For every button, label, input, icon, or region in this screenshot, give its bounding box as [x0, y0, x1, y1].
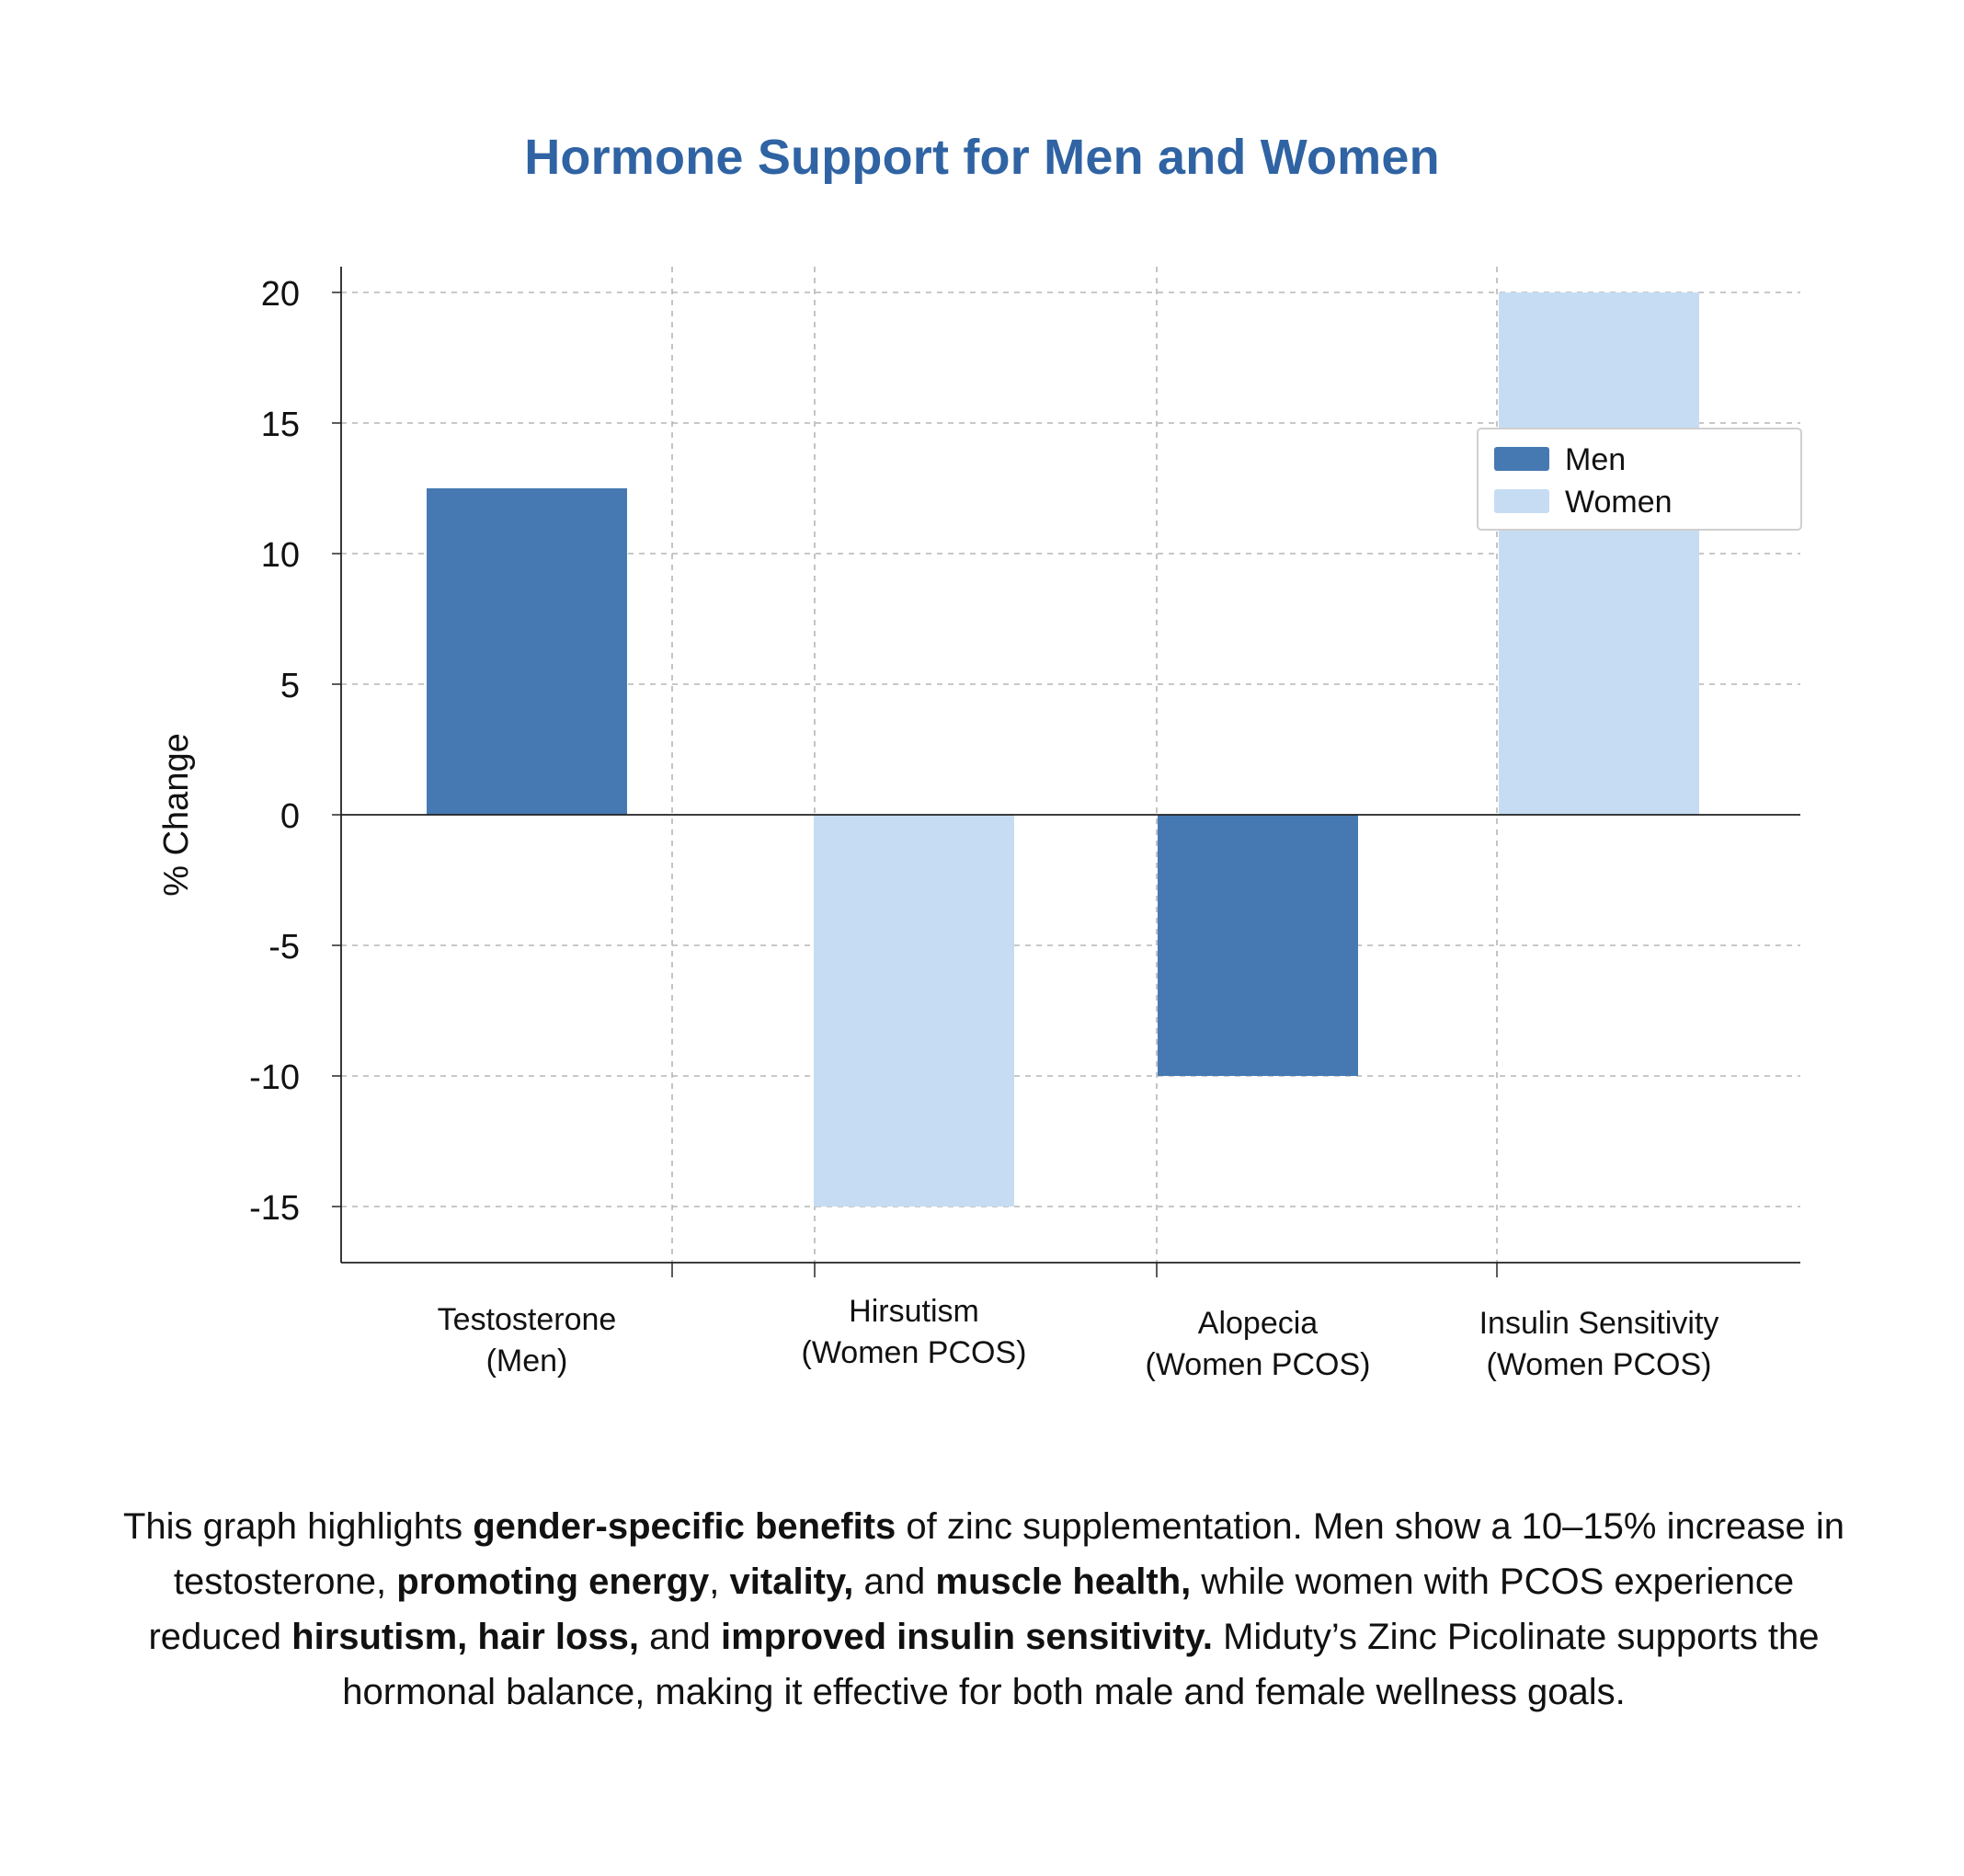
x-tick-label — [438, 1302, 617, 1378]
caption-text: and — [639, 1617, 721, 1657]
caption-text: , — [709, 1561, 730, 1602]
caption-emphasis: promoting energy — [396, 1561, 710, 1602]
caption-emphasis: improved insulin sensitivity. — [721, 1617, 1213, 1657]
bar-women — [1499, 292, 1699, 815]
y-tick-label: 0 — [280, 797, 300, 836]
legend-label-women: Women — [1565, 485, 1673, 520]
caption-emphasis: gender-specific benefits — [473, 1506, 896, 1547]
y-tick-label: 5 — [280, 667, 300, 705]
y-tick-label: 20 — [260, 275, 300, 314]
y-tick-label: 10 — [260, 536, 300, 575]
chart-caption — [120, 1499, 1848, 1720]
y-tick-labels — [249, 275, 300, 1228]
bar-men — [427, 488, 627, 815]
x-tick-label — [1146, 1306, 1371, 1382]
y-tick-label: -10 — [249, 1058, 300, 1097]
x-tick-label — [802, 1294, 1027, 1370]
caption-text: Miduty’s Zinc Picolinate supports the hormonal balance, making it effective for both male and female wellness goals. — [342, 1617, 1820, 1712]
legend-swatch-men — [1494, 447, 1549, 471]
x-tick-label — [1479, 1306, 1719, 1382]
y-axis-title: % Change — [157, 733, 196, 897]
x-tick-label-line: Hirsutism — [849, 1294, 979, 1329]
x-tick-label-line: (Women PCOS) — [801, 1335, 1027, 1370]
caption-emphasis: hirsutism, hair loss, — [291, 1617, 640, 1657]
x-tick-label-line: Testosterone — [437, 1302, 617, 1337]
legend-swatch-women — [1494, 489, 1549, 513]
caption-emphasis: vitality, — [729, 1561, 854, 1602]
bar-women — [814, 815, 1014, 1207]
caption-text: of zinc supplementation. Men show a 10–15% increase in testosterone, — [173, 1506, 1845, 1602]
x-tick-labels — [438, 1294, 1719, 1382]
y-tick-label: -15 — [249, 1189, 300, 1228]
x-tick-label-line: Insulin Sensitivity — [1479, 1306, 1719, 1341]
x-tick-label-line: (Men) — [485, 1344, 568, 1378]
y-tick-label: 15 — [260, 406, 300, 444]
x-tick-label-line: Alopecia — [1197, 1306, 1319, 1341]
y-tick-label: -5 — [268, 928, 300, 967]
legend — [1478, 429, 1801, 530]
caption-text: while women with PCOS experience reduced — [148, 1561, 1795, 1657]
x-tick-label-line: (Women PCOS) — [1145, 1347, 1371, 1382]
caption-emphasis: muscle health, — [935, 1561, 1192, 1602]
caption-text: and — [853, 1561, 936, 1602]
legend-label-men: Men — [1565, 442, 1627, 477]
chart-title: Hormone Support for Men and Women — [524, 130, 1440, 185]
caption-text: This graph highlights — [122, 1506, 474, 1547]
x-tick-label-line: (Women PCOS) — [1486, 1347, 1712, 1382]
bar-men — [1158, 815, 1358, 1076]
